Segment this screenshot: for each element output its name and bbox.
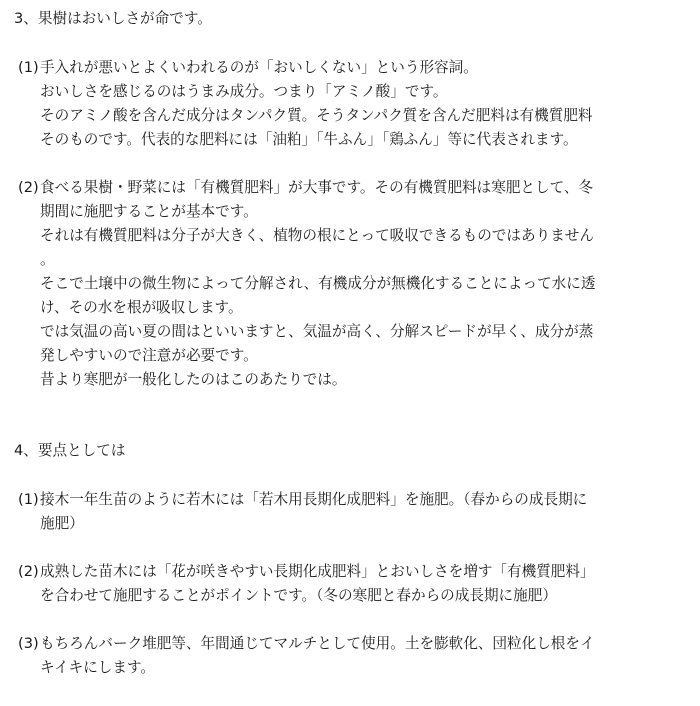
section-4-item-3-line-2: キイキにします。 (40, 659, 155, 676)
section-3-item-1-line-4: そのものです。代表的な肥料には「油粕」「牛ふん」「鶏ふん」等に代表されます。 (40, 131, 578, 148)
section-4-item-3-line-1: もちろんバーク堆肥等、年間通じてマルチとして使用。土を膨軟化、団粒化し根をイ (40, 635, 595, 652)
section-3-item-2-line-6: け、その水を根が吸収します。 (40, 299, 243, 316)
section-3-item-1-line-2: おいしさを感じるのはうまみ成分。つまり「アミノ酸」です。 (40, 83, 448, 100)
section-3-item-2-number: (2) (18, 179, 39, 196)
section-3-item-2-line-9: 昔より寒肥が一般化したのはこのあたりでは。 (40, 371, 347, 388)
section-3-item-2-line-4: 。 (40, 251, 55, 268)
section-4-item-2-line-1: 成熟した苗木には「花が咲きやすい長期化成肥料」とおいしさを増す「有機質肥料」 (40, 563, 595, 580)
section-3-item-2-line-7: では気温の高い夏の間はといいますと、気温が高く、分解スピードが早く、成分が蒸 (40, 323, 594, 340)
section-4-item-1-line-2: 施肥） (40, 515, 84, 532)
section-4-item-1-line-1: 接木一年生苗のように若木には「若木用長期化成肥料」を施肥。（春からの成長期に (40, 491, 588, 508)
section-3-item-2-line-2: 期間に施肥することが基本です。 (40, 203, 258, 220)
section-3-item-2-line-3: それは有機質肥料は分子が大きく、植物の根にとって吸収できるものではありません (40, 227, 594, 244)
section-4-item-2-line-2: を合わせて施肥することがポイントです。（冬の寒肥と春からの成長期に施肥） (40, 587, 557, 604)
section-3-item-2-line-8: 発しやすいので注意が必要です。 (40, 347, 258, 364)
section-3-item-2-line-5: そこで土壌中の微生物によって分解され、有機成分が無機化することによって水に透 (40, 275, 596, 292)
section-3-item-1-line-1: 手入れが悪いとよくいわれるのが「おいしくない」という形容詞。 (40, 59, 478, 76)
section-4-heading: 4、要点としては (14, 442, 126, 459)
section-4-item-3-number: (3) (18, 635, 39, 652)
section-4-item-2-number: (2) (18, 563, 39, 580)
section-3-item-1-line-3: そのアミノ酸を含んだ成分はタンパク質。そうタンパク質を含んだ肥料は有機質肥料 (40, 107, 593, 124)
section-3-heading: 3、果樹はおいしさが命です。 (14, 10, 212, 27)
section-3-item-2-line-1: 食べる果樹・野菜には「有機質肥料」が大事です。その有機質肥料は寒肥として、冬 (40, 179, 594, 196)
section-4-item-1-number: (1) (18, 491, 39, 508)
section-3-item-1-number: (1) (18, 59, 39, 76)
